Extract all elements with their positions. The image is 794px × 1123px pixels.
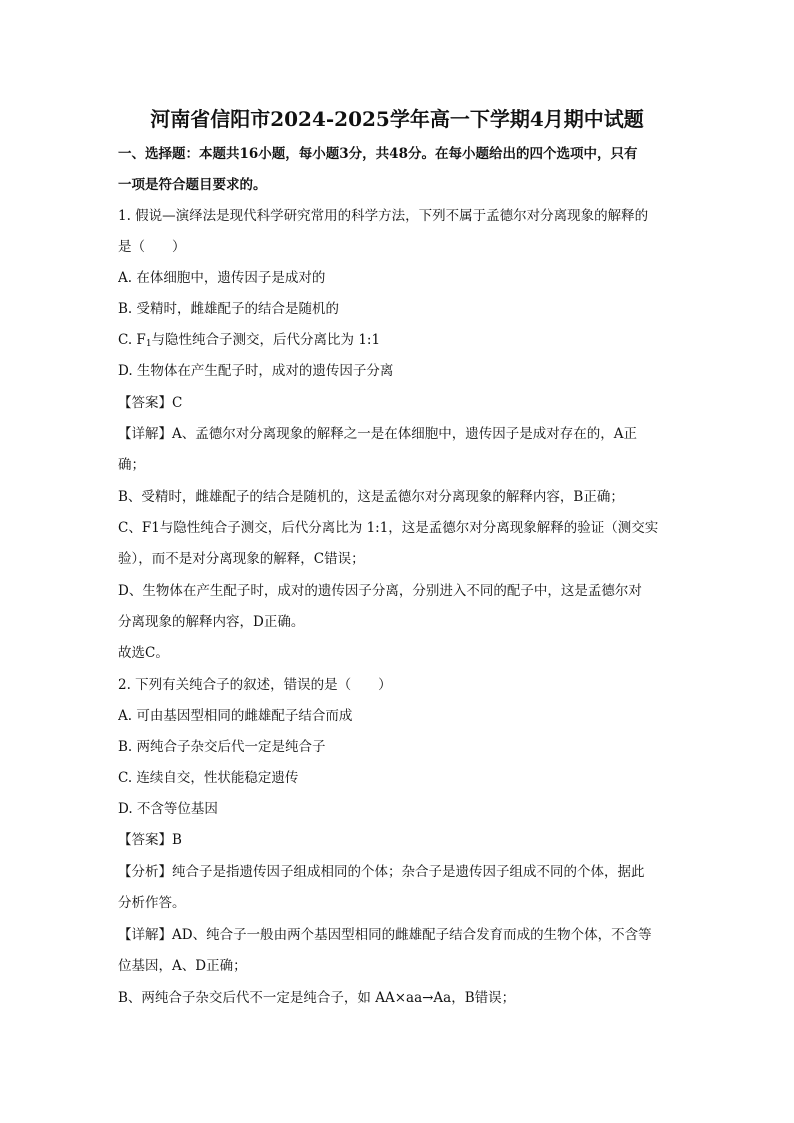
q1-option-b: B. 受精时，雌雄配子的结合是随机的 [118, 301, 340, 317]
q2-option-d: D. 不含等位基因 [118, 801, 218, 817]
q1-answer: 【答案】C [118, 395, 183, 411]
section-header-line-1: 一、选择题：本题共16小题，每小题3分，共48分。在每小题给出的四个选项中，只有 [118, 146, 638, 162]
q2-explanation-line-3: B、两纯合子杂交后代不一定是纯合子，如 AA×aa→Aa，B错误； [118, 990, 516, 1006]
q1-explanation-line-5: 验），而不是对分离现象的解释，C错误； [118, 551, 365, 567]
q2-explanation-line-2: 位基因，A、D正确； [118, 958, 247, 974]
q1-stem-line-2: 是（ ） [118, 239, 186, 255]
q1-option-c [118, 330, 680, 354]
q2-stem: 2. 下列有关纯合子的叙述，错误的是（ ） [118, 677, 392, 693]
page-title: 河南省信阳市2024-2025学年高一下学期4月期中试题 [150, 107, 644, 131]
q1-option-c-prefix: C. F [118, 332, 146, 348]
q1-explanation-line-6: D、生物体在产生配子时，成对的遗传因子分离，分别进入不同的配子中，这是孟德尔对 [118, 583, 642, 599]
q1-explanation-line-8: 故选C。 [118, 645, 169, 661]
q2-option-a: A. 可由基因型相同的雌雄配子结合而成 [118, 708, 353, 724]
q1-option-c-subscript: 1 [145, 339, 152, 349]
q1-explanation-line-3: B、受精时，雌雄配子的结合是随机的，这是孟德尔对分离现象的解释内容，B正确； [118, 489, 624, 505]
q1-explanation-line-7: 分离现象的解释内容，D正确。 [118, 614, 305, 630]
q1-option-d: D. 生物体在产生配子时，成对的遗传因子分离 [118, 363, 394, 379]
section-header-line-2: 一项是符合题目要求的。 [118, 177, 267, 193]
q1-option-c-suffix: 与隐性纯合子测交，后代分离比为 1:1 [151, 332, 381, 348]
q2-analysis-line-1: 【分析】纯合子是指遗传因子组成相同的个体；杂合子是遗传因子组成不同的个体，据此 [118, 864, 645, 880]
q1-stem-line-1: 1. 假说—演绎法是现代科学研究常用的科学方法，下列不属于孟德尔对分离现象的解释的 [118, 208, 649, 224]
q1-option-a: A. 在体细胞中，遗传因子是成对的 [118, 270, 326, 286]
q2-analysis-line-2: 分析作答。 [118, 895, 186, 911]
q2-answer: 【答案】B [118, 832, 182, 848]
q2-explanation-line-1: 【详解】AD、纯合子一般由两个基因型相同的雌雄配子结合发育而成的生物个体，不含等 [118, 927, 652, 943]
q1-explanation-line-1: 【详解】A、孟德尔对分离现象的解释之一是在体细胞中，遗传因子是成对存在的，A正 [118, 426, 637, 442]
q1-explanation-line-2: 确； [118, 457, 145, 473]
q2-option-c: C. 连续自交，性状能稳定遗传 [118, 770, 299, 786]
q2-option-b: B. 两纯合子杂交后代一定是纯合子 [118, 739, 326, 755]
q1-explanation-line-4: C、F1与隐性纯合子测交，后代分离比为 1:1，这是孟德尔对分离现象解释的验证（测交实 [118, 520, 659, 536]
